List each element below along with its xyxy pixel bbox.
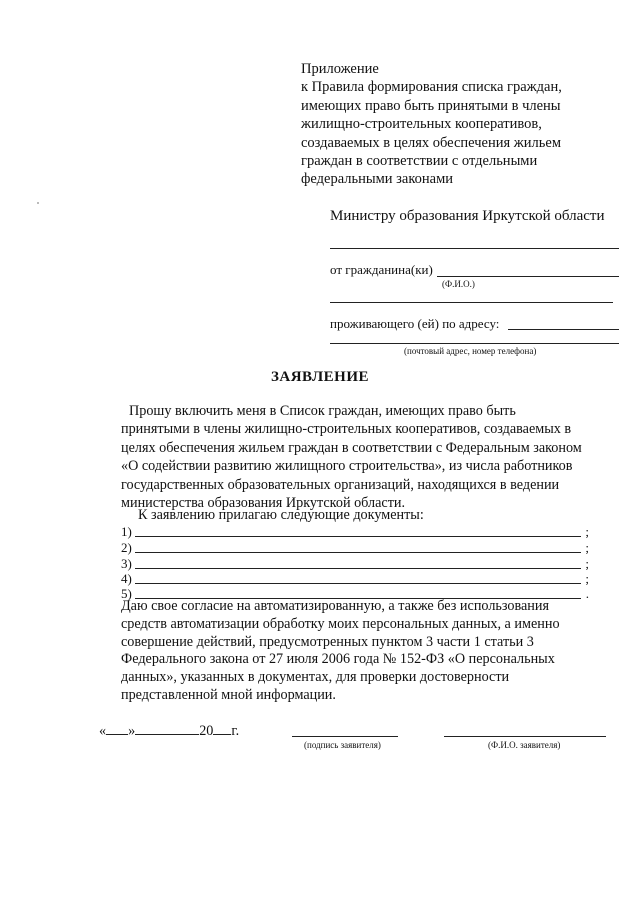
consent-paragraph [121, 598, 599, 705]
annex-line: имеющих право быть принятыми в члены [301, 97, 561, 114]
addressee-blank-line [330, 248, 619, 249]
address-hint: (почтовый адрес, номер телефона) [404, 346, 537, 356]
consent-line: Даю свое согласие на автоматизированную, а также без использования [121, 598, 550, 614]
address-continuation-line [330, 343, 619, 344]
annex-line: к Правила формирования списка граждан, [301, 79, 562, 96]
year-blank [213, 720, 231, 735]
attachment-blank-line [135, 552, 581, 553]
attachment-terminator: ; [585, 524, 589, 539]
year-suffix: г. [231, 723, 240, 739]
fio-blank-line [437, 276, 619, 277]
attachment-terminator: ; [585, 571, 589, 586]
request-line: целях обеспечения жильем граждан в соответствии с Федеральным законом [121, 439, 582, 456]
fio-continuation-line [330, 302, 613, 303]
year-prefix: 20 [199, 723, 214, 739]
applicant-name-blank-line [444, 736, 606, 737]
document-title: ЗАЯВЛЕНИЕ [270, 369, 370, 385]
attachment-number: 3) [121, 556, 132, 571]
attachment-blank-line [135, 536, 581, 537]
annex-line: жилищно-строительных кооперативов, [301, 116, 542, 133]
addressee-to: Министру образования Иркутской области [330, 208, 605, 224]
attachment-terminator: ; [585, 556, 589, 571]
request-line: государственных образовательных организаций, находящихся в ведении [121, 476, 560, 493]
date-close-quote: » [128, 723, 136, 739]
annex-line: федеральными законами [301, 171, 454, 188]
attachment-number: 2) [121, 540, 132, 555]
day-blank [106, 720, 128, 735]
annex-line: создаваемых в целях обеспечения жильем [301, 134, 562, 151]
request-line: принятыми в члены жилищно-строительных кооперативов, создаваемых в [121, 421, 572, 438]
request-line: министерства образования Иркутской области. [121, 495, 406, 512]
from-label: от гражданина(ки) [330, 262, 433, 277]
annex-header [301, 60, 601, 189]
consent-line: Федерального закона от 27 июля 2006 года № 152-ФЗ «О персональных [121, 651, 555, 668]
attachments-label: К заявлению прилагаю следующие документы: [138, 507, 424, 523]
fio-hint: (Ф.И.О.) [442, 279, 475, 289]
attachment-row [121, 571, 589, 587]
annex-line: Приложение [301, 61, 379, 77]
attachment-blank-line [135, 568, 581, 569]
attachment-row [121, 556, 589, 572]
scan-speck [37, 202, 39, 204]
attachment-terminator: ; [585, 540, 589, 555]
attachment-row [121, 524, 589, 540]
consent-line: представленной мной информации. [121, 686, 336, 703]
consent-line: данных», указанных в документах, для проверки достоверности [121, 669, 510, 686]
attachment-row [121, 540, 589, 556]
attachment-number: 4) [121, 571, 132, 586]
address-label: проживающего (ей) по адресу: [330, 316, 500, 331]
consent-line: совершение действий, предусмотренных пунктом 3 части 1 статьи 3 [121, 633, 534, 650]
annex-line: граждан в соответствии с отдельными [301, 153, 538, 170]
signature-blank-line [292, 736, 398, 737]
attachment-terminator: . [585, 586, 589, 601]
month-blank [135, 720, 199, 735]
attachment-blank-line [135, 583, 581, 584]
request-paragraph [121, 402, 599, 512]
attachment-number: 5) [121, 586, 132, 601]
request-line: «О содействии развитию жилищного строительства», из числа работников [121, 458, 573, 475]
attachment-number: 1) [121, 524, 132, 539]
consent-line: средств автоматизации обработку моих персональных данных, а именно [121, 615, 560, 632]
date-open-quote: « [99, 723, 107, 739]
signature-hint: (подпись заявителя) [304, 740, 381, 750]
request-line: Прошу включить меня в Список граждан, имеющих право быть [129, 403, 516, 419]
applicant-name-hint: (Ф.И.О. заявителя) [488, 740, 561, 750]
address-blank-line [508, 329, 619, 330]
date-line [99, 720, 239, 740]
